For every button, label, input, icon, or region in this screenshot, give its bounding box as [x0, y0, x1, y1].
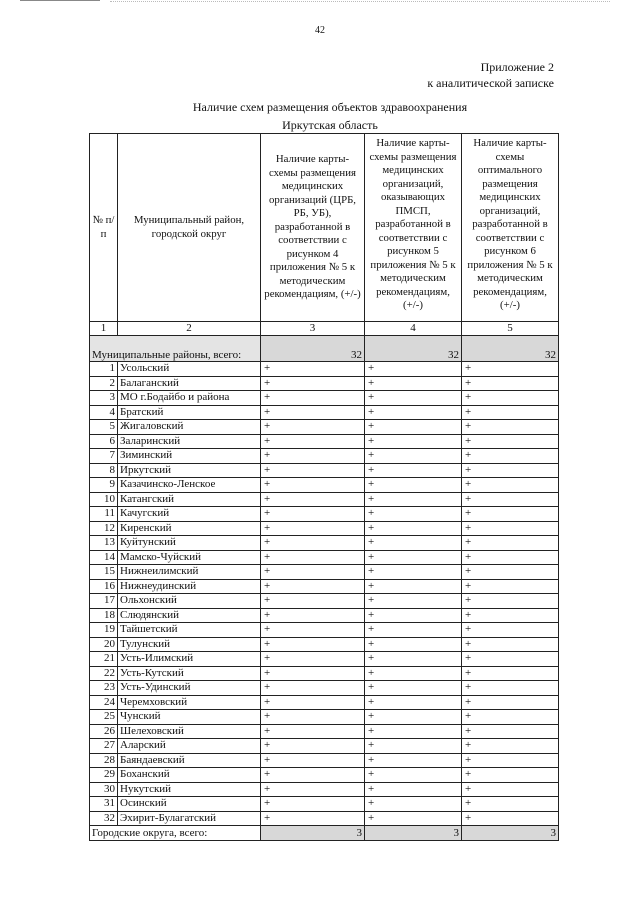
scheme-mark: +	[365, 449, 462, 464]
scheme-mark: +	[365, 536, 462, 551]
table-row	[90, 536, 559, 551]
row-number: 12	[90, 521, 118, 536]
scheme-mark: +	[462, 405, 559, 420]
scheme-mark: +	[462, 753, 559, 768]
scheme-mark: +	[365, 434, 462, 449]
scheme-mark: +	[462, 492, 559, 507]
header-row	[90, 134, 559, 322]
scheme-mark: +	[365, 695, 462, 710]
table-row	[90, 594, 559, 609]
row-number: 4	[90, 405, 118, 420]
scheme-mark: +	[462, 550, 559, 565]
scan-edge-dots	[110, 1, 610, 2]
scheme-mark: +	[365, 492, 462, 507]
region-name: Иркутская область	[282, 118, 378, 132]
scheme-mark: +	[365, 652, 462, 667]
scheme-mark: +	[462, 652, 559, 667]
scheme-mark: +	[365, 681, 462, 696]
row-number: 27	[90, 739, 118, 754]
scheme-mark: +	[365, 550, 462, 565]
scheme-mark: +	[261, 405, 365, 420]
column-number: 5	[462, 322, 559, 336]
row-number: 15	[90, 565, 118, 580]
scheme-mark: +	[462, 376, 559, 391]
scheme-mark: +	[462, 608, 559, 623]
table-row	[90, 652, 559, 667]
scheme-mark: +	[365, 521, 462, 536]
row-number: 11	[90, 507, 118, 522]
scheme-mark: +	[261, 652, 365, 667]
scheme-mark: +	[462, 666, 559, 681]
district-name: Катангский	[118, 492, 261, 507]
scheme-mark: +	[462, 579, 559, 594]
row-number: 8	[90, 463, 118, 478]
scheme-mark: +	[261, 637, 365, 652]
appendix-line-1: Приложение 2	[480, 60, 554, 74]
scheme-mark: +	[261, 695, 365, 710]
district-name: Осинский	[118, 797, 261, 812]
scheme-mark: +	[462, 507, 559, 522]
scheme-mark: +	[365, 753, 462, 768]
scheme-mark: +	[261, 724, 365, 739]
table-row	[90, 666, 559, 681]
city-total-row	[90, 826, 559, 841]
scheme-mark: +	[365, 420, 462, 435]
scheme-mark: +	[462, 710, 559, 725]
district-name: Усольский	[118, 362, 261, 377]
scheme-mark: +	[462, 768, 559, 783]
scheme-mark: +	[261, 449, 365, 464]
column-number: 4	[365, 322, 462, 336]
row-number: 21	[90, 652, 118, 667]
table-row	[90, 492, 559, 507]
district-name: Нижнеудинский	[118, 579, 261, 594]
table-row	[90, 681, 559, 696]
table-row	[90, 391, 559, 406]
row-number: 6	[90, 434, 118, 449]
scheme-mark: +	[365, 623, 462, 638]
appendix-caption	[427, 59, 554, 91]
row-number: 16	[90, 579, 118, 594]
district-name: Слюдянский	[118, 608, 261, 623]
scheme-mark: +	[462, 434, 559, 449]
district-name: Чунский	[118, 710, 261, 725]
district-name: Ольхонский	[118, 594, 261, 609]
district-name: Киренский	[118, 521, 261, 536]
document-title: Наличие схем размещения объектов здравоохранения	[192, 100, 468, 114]
row-number: 19	[90, 623, 118, 638]
scheme-mark: +	[365, 565, 462, 580]
table-row	[90, 550, 559, 565]
district-name: Усть-Удинский	[118, 681, 261, 696]
scheme-mark: +	[261, 579, 365, 594]
table-row	[90, 507, 559, 522]
row-number: 32	[90, 811, 118, 826]
row-number: 28	[90, 753, 118, 768]
header-district: Муниципальный район, городской округ	[118, 134, 261, 322]
row-number: 14	[90, 550, 118, 565]
table-row	[90, 710, 559, 725]
table-row	[90, 753, 559, 768]
scheme-mark: +	[261, 608, 365, 623]
scheme-mark: +	[365, 797, 462, 812]
scheme-mark: +	[261, 681, 365, 696]
table-row	[90, 449, 559, 464]
district-name: Куйтунский	[118, 536, 261, 551]
city-total-value: 3	[261, 826, 365, 841]
table-row	[90, 768, 559, 783]
scheme-mark: +	[365, 579, 462, 594]
district-name: Боханский	[118, 768, 261, 783]
row-number: 5	[90, 420, 118, 435]
scheme-mark: +	[462, 637, 559, 652]
table-row	[90, 521, 559, 536]
scheme-mark: +	[261, 550, 365, 565]
scheme-mark: +	[462, 797, 559, 812]
district-name: Аларский	[118, 739, 261, 754]
table-row	[90, 724, 559, 739]
table-row	[90, 405, 559, 420]
scheme-mark: +	[365, 478, 462, 493]
district-name: Нукутский	[118, 782, 261, 797]
row-number: 17	[90, 594, 118, 609]
scheme-mark: +	[261, 507, 365, 522]
row-number: 30	[90, 782, 118, 797]
scheme-mark: +	[365, 739, 462, 754]
scan-edge-line	[20, 0, 100, 1]
table-row	[90, 608, 559, 623]
city-total-value: 3	[462, 826, 559, 841]
scheme-mark: +	[462, 478, 559, 493]
scheme-mark: +	[462, 536, 559, 551]
scheme-mark: +	[261, 536, 365, 551]
scheme-mark: +	[261, 739, 365, 754]
scheme-mark: +	[365, 594, 462, 609]
district-name: Зиминский	[118, 449, 261, 464]
district-name: Жигаловский	[118, 420, 261, 435]
row-number: 18	[90, 608, 118, 623]
row-number: 22	[90, 666, 118, 681]
header-number: № п/п	[90, 134, 118, 322]
district-name: Братский	[118, 405, 261, 420]
scheme-mark: +	[261, 782, 365, 797]
row-number: 1	[90, 362, 118, 377]
scheme-mark: +	[261, 492, 365, 507]
districts-total-row	[90, 336, 559, 362]
scheme-mark: +	[365, 637, 462, 652]
district-name: Тулунский	[118, 637, 261, 652]
table-row	[90, 797, 559, 812]
row-number: 10	[90, 492, 118, 507]
scheme-mark: +	[261, 594, 365, 609]
scheme-mark: +	[365, 405, 462, 420]
scheme-mark: +	[462, 739, 559, 754]
scheme-mark: +	[365, 666, 462, 681]
header-col5: Наличие карты-схемы оптимального размещения медицинских организаций, разработанной в соответствии с рисунком 6 приложения № 5 к методическим рекомендациям, (+/-)	[462, 134, 559, 322]
table-row	[90, 782, 559, 797]
row-number: 25	[90, 710, 118, 725]
scheme-mark: +	[462, 463, 559, 478]
scheme-mark: +	[462, 391, 559, 406]
scheme-mark: +	[261, 376, 365, 391]
scheme-mark: +	[261, 463, 365, 478]
city-total-label: Городские округа, всего:	[90, 826, 261, 841]
district-name: Эхирит-Булагатский	[118, 811, 261, 826]
scheme-mark: +	[462, 449, 559, 464]
district-name: Шелеховский	[118, 724, 261, 739]
scheme-mark: +	[462, 420, 559, 435]
scheme-mark: +	[462, 782, 559, 797]
row-number: 9	[90, 478, 118, 493]
scheme-mark: +	[261, 753, 365, 768]
header-col4: Наличие карты-схемы размещения медицинских организаций, оказывающих ПМСП, разработанной в соответствии с рисунком 5 приложения № 5 к методическим рекомендациям, (+/-)	[365, 134, 462, 322]
table-row	[90, 376, 559, 391]
scheme-mark: +	[261, 623, 365, 638]
scheme-mark: +	[462, 695, 559, 710]
scheme-mark: +	[261, 768, 365, 783]
district-name: Иркутский	[118, 463, 261, 478]
districts-total-label: Муниципальные районы, всего:	[90, 336, 261, 362]
scheme-mark: +	[462, 681, 559, 696]
scheme-mark: +	[261, 666, 365, 681]
table-row	[90, 637, 559, 652]
table-row	[90, 695, 559, 710]
district-name: Баяндаевский	[118, 753, 261, 768]
scheme-mark: +	[365, 811, 462, 826]
scheme-mark: +	[462, 594, 559, 609]
scheme-mark: +	[365, 362, 462, 377]
scheme-mark: +	[365, 463, 462, 478]
city-total-value: 3	[365, 826, 462, 841]
scheme-mark: +	[261, 420, 365, 435]
table-row	[90, 362, 559, 377]
column-number: 3	[261, 322, 365, 336]
row-number: 2	[90, 376, 118, 391]
scheme-mark: +	[261, 811, 365, 826]
table-row	[90, 463, 559, 478]
district-name: Усть-Илимский	[118, 652, 261, 667]
row-number: 20	[90, 637, 118, 652]
district-name: Усть-Кутский	[118, 666, 261, 681]
column-number: 2	[118, 322, 261, 336]
scheme-mark: +	[462, 362, 559, 377]
row-number: 13	[90, 536, 118, 551]
header-col3: Наличие карты-схемы размещения медицинских организаций (ЦРБ, РБ, УБ), разработанной в соответствии с рисунком 4 приложения № 5 к методическим рекомендациям, (+/-)	[261, 134, 365, 322]
table-row	[90, 420, 559, 435]
scheme-mark: +	[365, 710, 462, 725]
scheme-mark: +	[462, 521, 559, 536]
row-number: 3	[90, 391, 118, 406]
row-number: 31	[90, 797, 118, 812]
district-name: Тайшетский	[118, 623, 261, 638]
row-number: 7	[90, 449, 118, 464]
column-number-row	[90, 322, 559, 336]
table-row	[90, 579, 559, 594]
page-number: 42	[315, 25, 325, 36]
district-name: Заларинский	[118, 434, 261, 449]
scheme-mark: +	[365, 782, 462, 797]
scheme-mark: +	[261, 710, 365, 725]
table-row	[90, 478, 559, 493]
row-number: 23	[90, 681, 118, 696]
district-name: Казачинско-Ленское	[118, 478, 261, 493]
scheme-mark: +	[261, 362, 365, 377]
table-row	[90, 811, 559, 826]
row-number: 26	[90, 724, 118, 739]
column-number: 1	[90, 322, 118, 336]
scheme-mark: +	[462, 623, 559, 638]
scheme-mark: +	[462, 724, 559, 739]
scheme-mark: +	[261, 391, 365, 406]
scheme-mark: +	[261, 478, 365, 493]
district-name: Качугский	[118, 507, 261, 522]
district-name: МО г.Бодайбо и района	[118, 391, 261, 406]
healthcare-schemes-table	[89, 133, 559, 841]
table-row	[90, 623, 559, 638]
scheme-mark: +	[365, 724, 462, 739]
appendix-line-2: к аналитической записке	[427, 76, 554, 90]
row-number: 29	[90, 768, 118, 783]
scheme-mark: +	[365, 376, 462, 391]
scheme-mark: +	[365, 507, 462, 522]
district-name: Нижнеилимский	[118, 565, 261, 580]
district-name: Балаганский	[118, 376, 261, 391]
table-row	[90, 565, 559, 580]
scheme-mark: +	[261, 797, 365, 812]
districts-total-value: 32	[365, 336, 462, 362]
scheme-mark: +	[462, 565, 559, 580]
district-name: Черемховский	[118, 695, 261, 710]
scheme-mark: +	[365, 768, 462, 783]
districts-total-value: 32	[261, 336, 365, 362]
row-number: 24	[90, 695, 118, 710]
districts-total-value: 32	[462, 336, 559, 362]
district-name: Мамско-Чуйский	[118, 550, 261, 565]
scheme-mark: +	[365, 391, 462, 406]
table-row	[90, 434, 559, 449]
table-row	[90, 739, 559, 754]
scheme-mark: +	[261, 565, 365, 580]
scheme-mark: +	[462, 811, 559, 826]
scheme-mark: +	[261, 434, 365, 449]
scheme-mark: +	[261, 521, 365, 536]
scheme-mark: +	[365, 608, 462, 623]
